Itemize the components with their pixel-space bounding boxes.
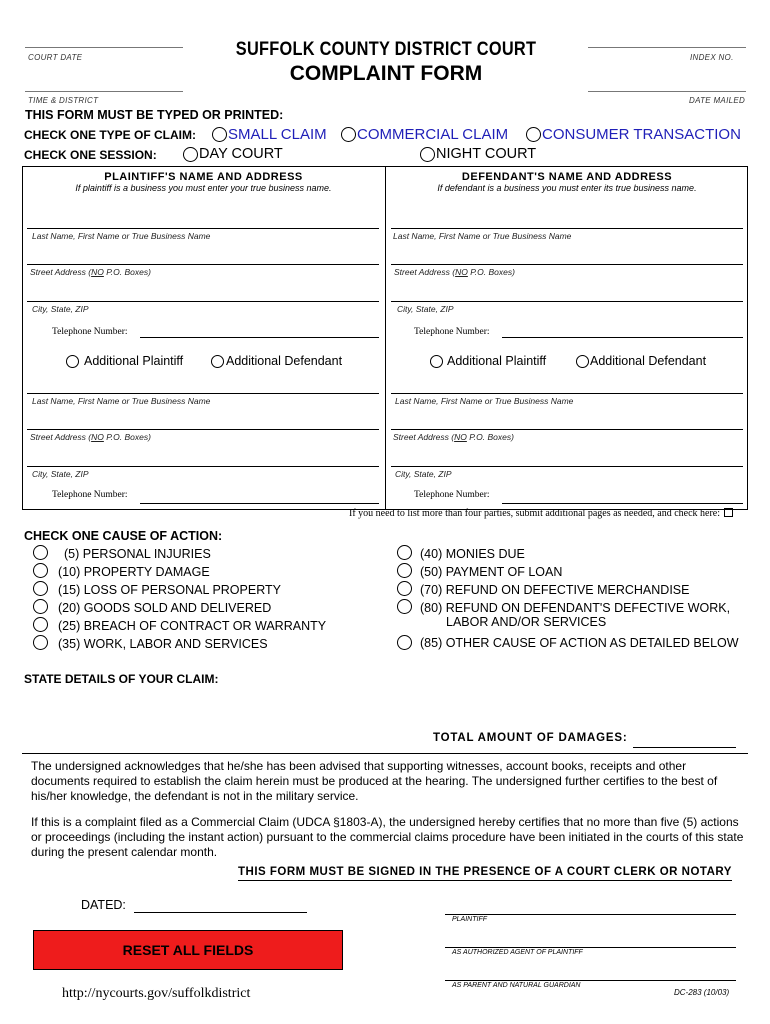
additional-right-city-line <box>391 466 743 467</box>
defendant-street-line <box>391 264 743 265</box>
defendant-name-line <box>391 228 743 229</box>
left-additional-plaintiff-label: Additional Plaintiff <box>84 354 184 368</box>
additional-right-name-line <box>391 393 743 394</box>
parties-divider <box>385 166 386 510</box>
left-additional-defendant-label: Additional Defendant <box>226 354 343 368</box>
plaintiff-city-input[interactable] <box>27 281 383 301</box>
date-mailed-input[interactable] <box>588 73 750 93</box>
plaintiff-title: PLAINTIFF'S NAME AND ADDRESS <box>104 171 303 183</box>
cause-70-radio[interactable] <box>397 581 412 596</box>
cause-25-label: (25) BREACH OF CONTRACT OR WARRANTY <box>58 619 327 633</box>
time-district-label: TIME & DISTRICT <box>28 96 99 105</box>
plaintiff-note: If plaintiff is a business you must enter your true business name. <box>75 183 332 193</box>
dated-label: DATED: <box>81 898 126 912</box>
right-additional-defendant-radio[interactable] <box>576 355 589 368</box>
agent-signature-input[interactable] <box>445 929 740 949</box>
cause-85-radio[interactable] <box>397 635 412 650</box>
reset-button-label: RESET ALL FIELDS <box>122 942 254 958</box>
additional-right-street-label: Street Address (NO P.O. Boxes) <box>393 432 514 442</box>
plaintiff-telephone-label: Telephone Number: <box>52 327 128 337</box>
defendant-name-input[interactable] <box>391 208 747 228</box>
additional-right-telephone-input[interactable] <box>502 485 747 505</box>
small-claim-radio[interactable] <box>212 127 227 142</box>
night-court-label: NIGHT COURT <box>436 146 537 162</box>
defendant-city-line <box>391 301 743 302</box>
additional-right-city-label: City, State, ZIP <box>395 469 452 479</box>
defendant-street-input[interactable] <box>391 244 747 264</box>
reset-all-fields-button[interactable] <box>33 930 343 970</box>
index-no-label: INDEX NO. <box>690 53 734 62</box>
commercial-claim-label: COMMERCIAL CLAIM <box>357 126 509 143</box>
section-divider <box>22 753 748 754</box>
cause-70-label: (70) REFUND ON DEFECTIVE MERCHANDISE <box>420 583 690 597</box>
cause-40-radio[interactable] <box>397 545 412 560</box>
cause-15-label: (15) LOSS OF PERSONAL PROPERTY <box>58 583 281 597</box>
sign-notice-underline <box>238 880 732 881</box>
cause-80-radio[interactable] <box>397 599 412 614</box>
cause-5-label: (5) PERSONAL INJURIES <box>64 547 211 561</box>
claim-details-input[interactable] <box>24 688 748 730</box>
claim-type-label: CHECK ONE TYPE OF CLAIM: <box>24 128 197 142</box>
causes-title: CHECK ONE CAUSE OF ACTION: <box>24 529 223 543</box>
acknowledgement-paragraph: The undersigned acknowledges that he/she has been advised that supporting witnesses, account books, receipts and other documents required to establish the claim herein must be produced at the hearing. The undersigned further certifies to the best of his/her knowledge, the defendant is not in the military service. <box>31 759 718 803</box>
court-date-label: COURT DATE <box>28 53 83 62</box>
consumer-transaction-radio[interactable] <box>526 127 541 142</box>
cause-35-label: (35) WORK, LABOR AND SERVICES <box>58 637 268 651</box>
commercial-claim-radio[interactable] <box>341 127 356 142</box>
cause-40-label: (40) MONIES DUE <box>420 547 525 561</box>
defendant-city-label: City, State, ZIP <box>397 304 454 314</box>
cause-5-radio[interactable] <box>33 545 48 560</box>
plaintiff-signature-input[interactable] <box>445 896 740 916</box>
dated-input[interactable] <box>134 894 311 914</box>
additional-right-name-label: Last Name, First Name or True Business Name <box>395 396 574 406</box>
session-label: CHECK ONE SESSION: <box>24 148 157 162</box>
cause-80-label: (80) REFUND ON DEFENDANT'S DEFECTIVE WORK, <box>420 601 731 615</box>
defendant-city-input[interactable] <box>391 281 747 301</box>
additional-left-name-line <box>27 393 379 394</box>
cause-85-label: (85) OTHER CAUSE OF ACTION AS DETAILED BELOW <box>420 636 739 650</box>
cause-50-label: (50) PAYMENT OF LOAN <box>420 565 563 579</box>
cause-50-radio[interactable] <box>397 563 412 578</box>
date-mailed-label: DATE MAILED <box>689 96 746 105</box>
defendant-telephone-input[interactable] <box>502 319 747 339</box>
right-additional-plaintiff-radio[interactable] <box>430 355 443 368</box>
additional-left-street-input[interactable] <box>27 409 383 429</box>
defendant-telephone-label: Telephone Number: <box>414 327 490 337</box>
cause-10-radio[interactable] <box>33 563 48 578</box>
plaintiff-street-label: Street Address (NO P.O. Boxes) <box>30 267 151 277</box>
left-additional-defendant-radio[interactable] <box>211 355 224 368</box>
cause-80-label-cont: LABOR AND/OR SERVICES <box>446 615 607 629</box>
day-court-radio[interactable] <box>183 147 198 162</box>
additional-left-city-label: City, State, ZIP <box>32 469 89 479</box>
right-additional-plaintiff-label: Additional Plaintiff <box>447 354 547 368</box>
plaintiff-name-input[interactable] <box>27 208 383 228</box>
cause-35-radio[interactable] <box>33 635 48 650</box>
guardian-signature-input[interactable] <box>445 962 740 982</box>
total-damages-label: TOTAL AMOUNT OF DAMAGES: <box>433 732 628 744</box>
typed-instruction: THIS FORM MUST BE TYPED OR PRINTED: <box>25 108 284 122</box>
claim-details-label: STATE DETAILS OF YOUR CLAIM: <box>24 672 219 686</box>
form-title: COMPLAINT FORM <box>289 62 483 85</box>
additional-left-name-label: Last Name, First Name or True Business Name <box>32 396 211 406</box>
day-court-label: DAY COURT <box>199 146 283 162</box>
additional-left-street-line <box>27 429 379 430</box>
additional-right-name-input[interactable] <box>391 373 747 393</box>
cause-20-label: (20) GOODS SOLD AND DELIVERED <box>58 601 272 615</box>
night-court-radio[interactable] <box>420 147 435 162</box>
court-name: SUFFOLK COUNTY DISTRICT COURT <box>235 39 537 60</box>
additional-left-city-input[interactable] <box>27 446 383 466</box>
additional-right-city-input[interactable] <box>391 446 747 466</box>
time-district-input[interactable] <box>25 73 187 93</box>
defendant-title: DEFENDANT'S NAME AND ADDRESS <box>461 171 673 183</box>
footer-url: http://nycourts.gov/suffolkdistrict <box>62 986 251 1001</box>
additional-left-telephone-label: Telephone Number: <box>52 490 128 500</box>
consumer-transaction-label: CONSUMER TRANSACTION <box>542 126 741 143</box>
defendant-name-label: Last Name, First Name or True Business Name <box>393 231 572 241</box>
plaintiff-street-input[interactable] <box>27 244 383 264</box>
guardian-signature-label: AS PARENT AND NATURAL GUARDIAN <box>452 982 581 989</box>
commercial-claim-paragraph: If this is a complaint filed as a Commercial Claim (UDCA §1803-A), the undersigned hereby certifies that no more than five (5) actions or proceedings (including the instant action) pursuant to the commercial claims procedure have been initiated in the courts of this state during the present calendar month. <box>31 815 744 859</box>
additional-right-street-input[interactable] <box>391 409 747 429</box>
additional-right-telephone-label: Telephone Number: <box>414 490 490 500</box>
plaintiff-city-line <box>27 301 379 302</box>
agent-signature-label: AS AUTHORIZED AGENT OF PLAINTIFF <box>452 949 583 956</box>
plaintiff-name-line <box>27 228 379 229</box>
cause-10-label: (10) PROPERTY DAMAGE <box>58 565 210 579</box>
plaintiff-name-label: Last Name, First Name or True Business Name <box>32 231 211 241</box>
plaintiff-city-label: City, State, ZIP <box>32 304 89 314</box>
right-additional-defendant-label: Additional Defendant <box>590 354 707 368</box>
form-code: DC-283 (10/03) <box>674 988 730 997</box>
index-no-input[interactable] <box>588 30 750 50</box>
four-parties-checkbox[interactable] <box>724 508 733 517</box>
additional-left-city-line <box>27 466 379 467</box>
defendant-note: If defendant is a business you must enter its true business name. <box>437 183 697 193</box>
left-additional-plaintiff-radio[interactable] <box>66 355 79 368</box>
small-claim-label: SMALL CLAIM <box>228 126 327 143</box>
defendant-street-label: Street Address (NO P.O. Boxes) <box>394 267 515 277</box>
plaintiff-signature-label: PLAINTIFF <box>452 916 488 923</box>
plaintiff-street-line <box>27 264 379 265</box>
cause-15-radio[interactable] <box>33 581 48 596</box>
additional-left-telephone-input[interactable] <box>140 485 383 505</box>
cause-20-radio[interactable] <box>33 599 48 614</box>
additional-left-name-input[interactable] <box>27 373 383 393</box>
sign-notice: THIS FORM MUST BE SIGNED IN THE PRESENCE OF A COURT CLERK OR NOTARY <box>238 866 732 878</box>
additional-left-street-label: Street Address (NO P.O. Boxes) <box>30 432 151 442</box>
additional-right-street-line <box>391 429 743 430</box>
four-parties-note: If you need to list more than four parties, submit additional pages as needed, and check here: <box>349 508 720 519</box>
cause-25-radio[interactable] <box>33 617 48 632</box>
plaintiff-telephone-input[interactable] <box>140 319 383 339</box>
total-damages-input[interactable] <box>633 729 740 749</box>
court-date-input[interactable] <box>25 30 187 50</box>
